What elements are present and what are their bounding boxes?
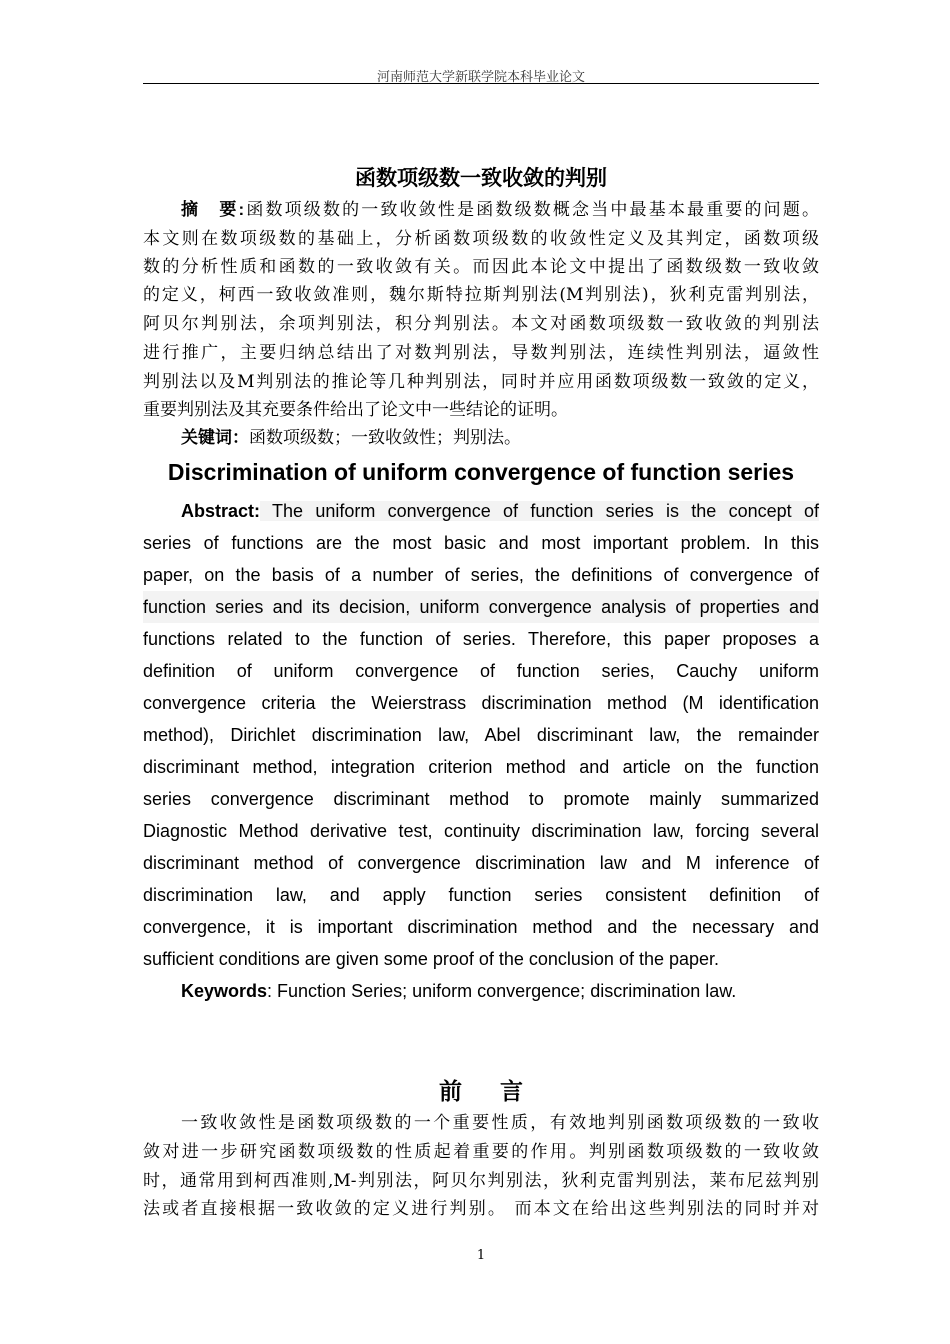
abstract-en-line: method), Dirichlet discrimination law, Abel discriminant law, the remainder <box>143 725 819 745</box>
abstract-en-line: sufficient conditions are given some proof of the conclusion of the paper. <box>143 949 720 969</box>
preface-line: 一致收敛性是函数项级数的一个重要性质，有效地判别函数项级数的一致收 <box>181 1113 819 1133</box>
abstract-zh-line: 重要判别法及其充要条件给出了论文中一些结论的证明。 <box>143 400 568 420</box>
abstract-en-line: function series and its decision, uniform convergence analysis of properties and <box>143 591 819 623</box>
abstract-en-line: convergence, it is important discrimination method and the necessary and <box>143 917 819 937</box>
preface-heading: 前言 <box>439 1078 561 1105</box>
header-rule <box>143 83 819 84</box>
keywords-en <box>143 975 819 1007</box>
keywords-zh <box>143 424 819 452</box>
abstract-en-line: functions related to the function of series. Therefore, this paper proposes a <box>143 629 819 649</box>
preface-line: 敛对进一步研究函数项级数的性质起着重要的作用。判别函数项级数的一致收敛 <box>143 1142 819 1162</box>
abstract-en-line: paper, on the basis of a number of series, the definitions of convergence of <box>143 565 819 585</box>
keywords-zh-label: 关键词： <box>181 428 249 447</box>
abstract-zh-line: 判别法以及M判别法的推论等几种判别法，同时并应用函数项级数一致敛的定义， <box>143 372 819 392</box>
abstract-en-line: discriminant method, integration criterion method and article on the function <box>143 757 819 777</box>
abstract-en-line: Diagnostic Method derivative test, continuity discrimination law, forcing several <box>143 821 819 841</box>
abstract-en-line: convergence criteria the Weierstrass discrimination method (M identification <box>143 693 819 713</box>
paper-title: 函数项级数一致收敛的判别 <box>355 165 607 190</box>
abstract-zh-line: 的定义，柯西一致收敛准则，魏尔斯特拉斯判别法(M判别法)，狄利克雷判别法， <box>143 285 819 305</box>
abstract-en-line: discriminant method of convergence discrimination law and M inference of <box>143 853 819 873</box>
abstract-en-line: series convergence discriminant method to promote mainly summarized <box>143 789 819 809</box>
abstract-en-line <box>143 495 819 527</box>
abstract-zh-label: 摘 要: <box>181 200 245 219</box>
page-number: 1 <box>476 1248 486 1263</box>
abstract-en-line: definition of uniform convergence of function series, Cauchy uniform <box>143 661 819 681</box>
keywords-en-text: : Function Series; uniform convergence; discrimination law. <box>267 981 737 1001</box>
abstract-zh-text: 函数项级数的一致收敛性是函数级数概念当中最基本最重要的问题。 <box>244 200 819 220</box>
keywords-en-label: Keywords <box>181 981 268 1001</box>
abstract-en-line: discrimination law, and apply function series consistent definition of <box>143 885 819 905</box>
running-header: 河南师范大学新联学院本科毕业论文 <box>376 70 585 85</box>
preface-line: 时，通常用到柯西准则,M-判别法，阿贝尔判别法，狄利克雷判别法，莱布尼兹判别 <box>143 1171 819 1191</box>
paper-title-en: Discrimination of uniform convergence of function series <box>167 459 795 485</box>
keywords-zh-text: 函数项级数；一致收敛性；判别法。 <box>249 428 521 448</box>
abstract-zh-line <box>143 196 819 224</box>
abstract-en-text: The uniform convergence of function series is the concept of <box>260 501 819 521</box>
abstract-zh-line: 阿贝尔判别法，余项判别法，积分判别法。本文对函数项级数一致收敛的判别法 <box>143 314 819 334</box>
preface-line: 法或者直接根据一致收敛的定义进行判别。 而本文在给出这些判别法的同时并对 <box>143 1199 819 1219</box>
abstract-zh-line: 进行推广，主要归纳总结出了对数判别法，导数判别法，连续性判别法，逼敛性 <box>143 343 819 363</box>
abstract-en-line: series of functions are the most basic and most important problem. In this <box>143 533 819 553</box>
abstract-zh-line: 数的分析性质和函数的一致收敛有关。而因此本论文中提出了函数级数一致收敛 <box>143 257 819 277</box>
abstract-en-label: Abstract: <box>181 501 261 521</box>
abstract-zh-line: 本文则在数项级数的基础上，分析函数项级数的收敛性定义及其判定，函数项级 <box>143 229 819 249</box>
